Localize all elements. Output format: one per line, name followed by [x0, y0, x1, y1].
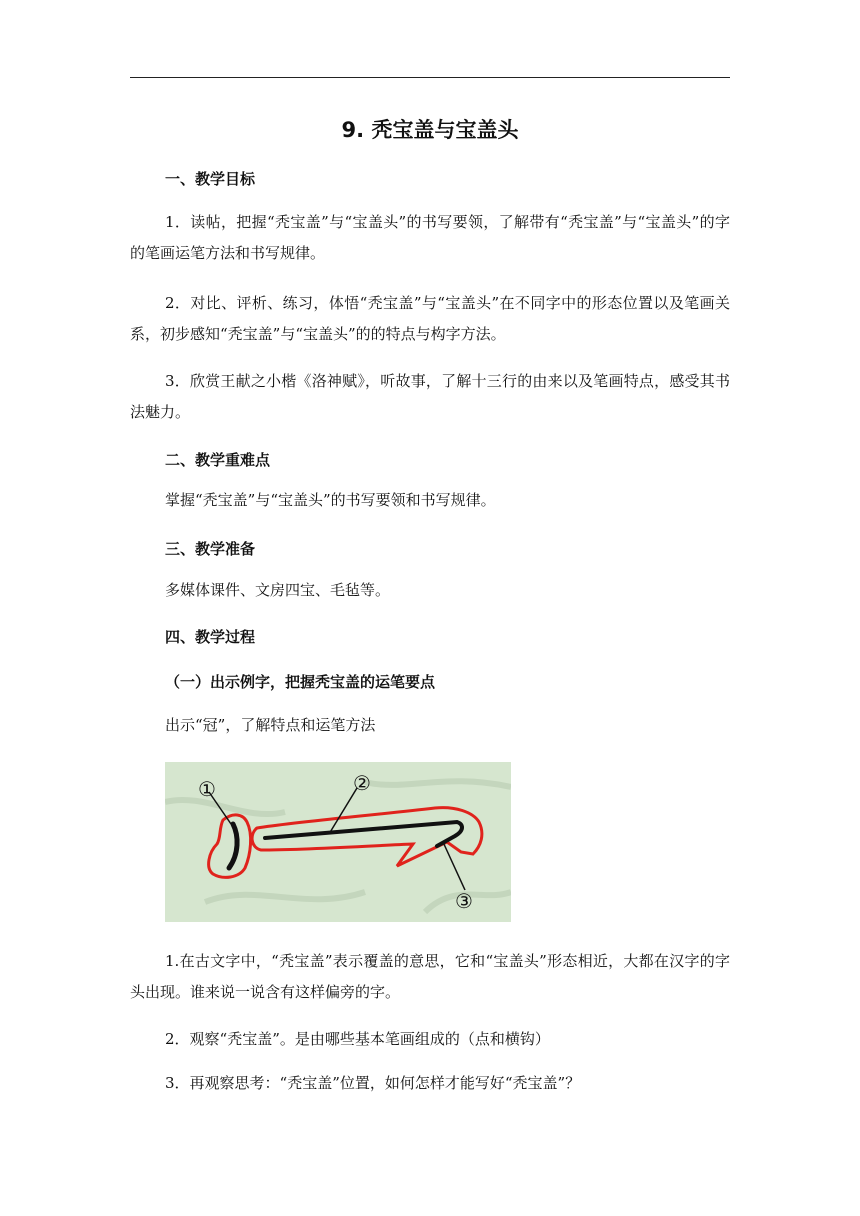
process-heading: 四、教学过程 — [165, 628, 256, 646]
goal-1: 1．读帖，把握“秃宝盖”与“宝盖头”的书写要领，了解带有“秃宝盖”与“宝盖头”的字的笔画运笔方法和书写规律。 — [130, 213, 730, 262]
step-2: 2．观察“秃宝盖”。是由哪些基本笔画组成的（点和横钩） — [165, 1030, 550, 1048]
label-1: ① — [198, 777, 216, 801]
goal-2: 2．对比、评析、练习，体悟“秃宝盖”与“宝盖头”在不同字中的形态位置以及笔画关系，初步感知“秃宝盖”与“宝盖头”的的特点与构字方法。 — [130, 294, 730, 343]
sub1-heading: （一）出示例字，把握秃宝盖的运笔要点 — [165, 673, 436, 691]
sub1-intro: 出示“冠”，了解特点和运笔方法 — [165, 716, 376, 734]
step-3: 3．再观察思考：“秃宝盖”位置，如何怎样才能写好“秃宝盖”？ — [165, 1074, 581, 1092]
page-title: 9. 秃宝盖与宝盖头 — [341, 118, 519, 142]
difficulty-text: 掌握“秃宝盖”与“宝盖头”的书写要领和书写规律。 — [165, 491, 496, 509]
goals-heading: 一、教学目标 — [165, 170, 256, 188]
goal-3: 3．欣赏王献之小楷《洛神赋》，听故事，了解十三行的由来以及笔画特点，感受其书法魅力。 — [130, 372, 730, 421]
step-1: 1.在古文字中，“秃宝盖”表示覆盖的意思，它和“宝盖头”形态相近，大都在汉字的字头出现。谁来说一说含有这样偏旁的字。 — [130, 952, 730, 1001]
label-2: ② — [353, 771, 371, 795]
prep-heading: 三、教学准备 — [165, 540, 256, 558]
header-rule — [130, 77, 730, 78]
stroke-diagram-figure — [165, 762, 511, 922]
difficulty-heading: 二、教学重难点 — [165, 451, 271, 469]
label-3: ③ — [455, 889, 473, 913]
prep-text: 多媒体课件、文房四宝、毛毡等。 — [165, 581, 391, 599]
